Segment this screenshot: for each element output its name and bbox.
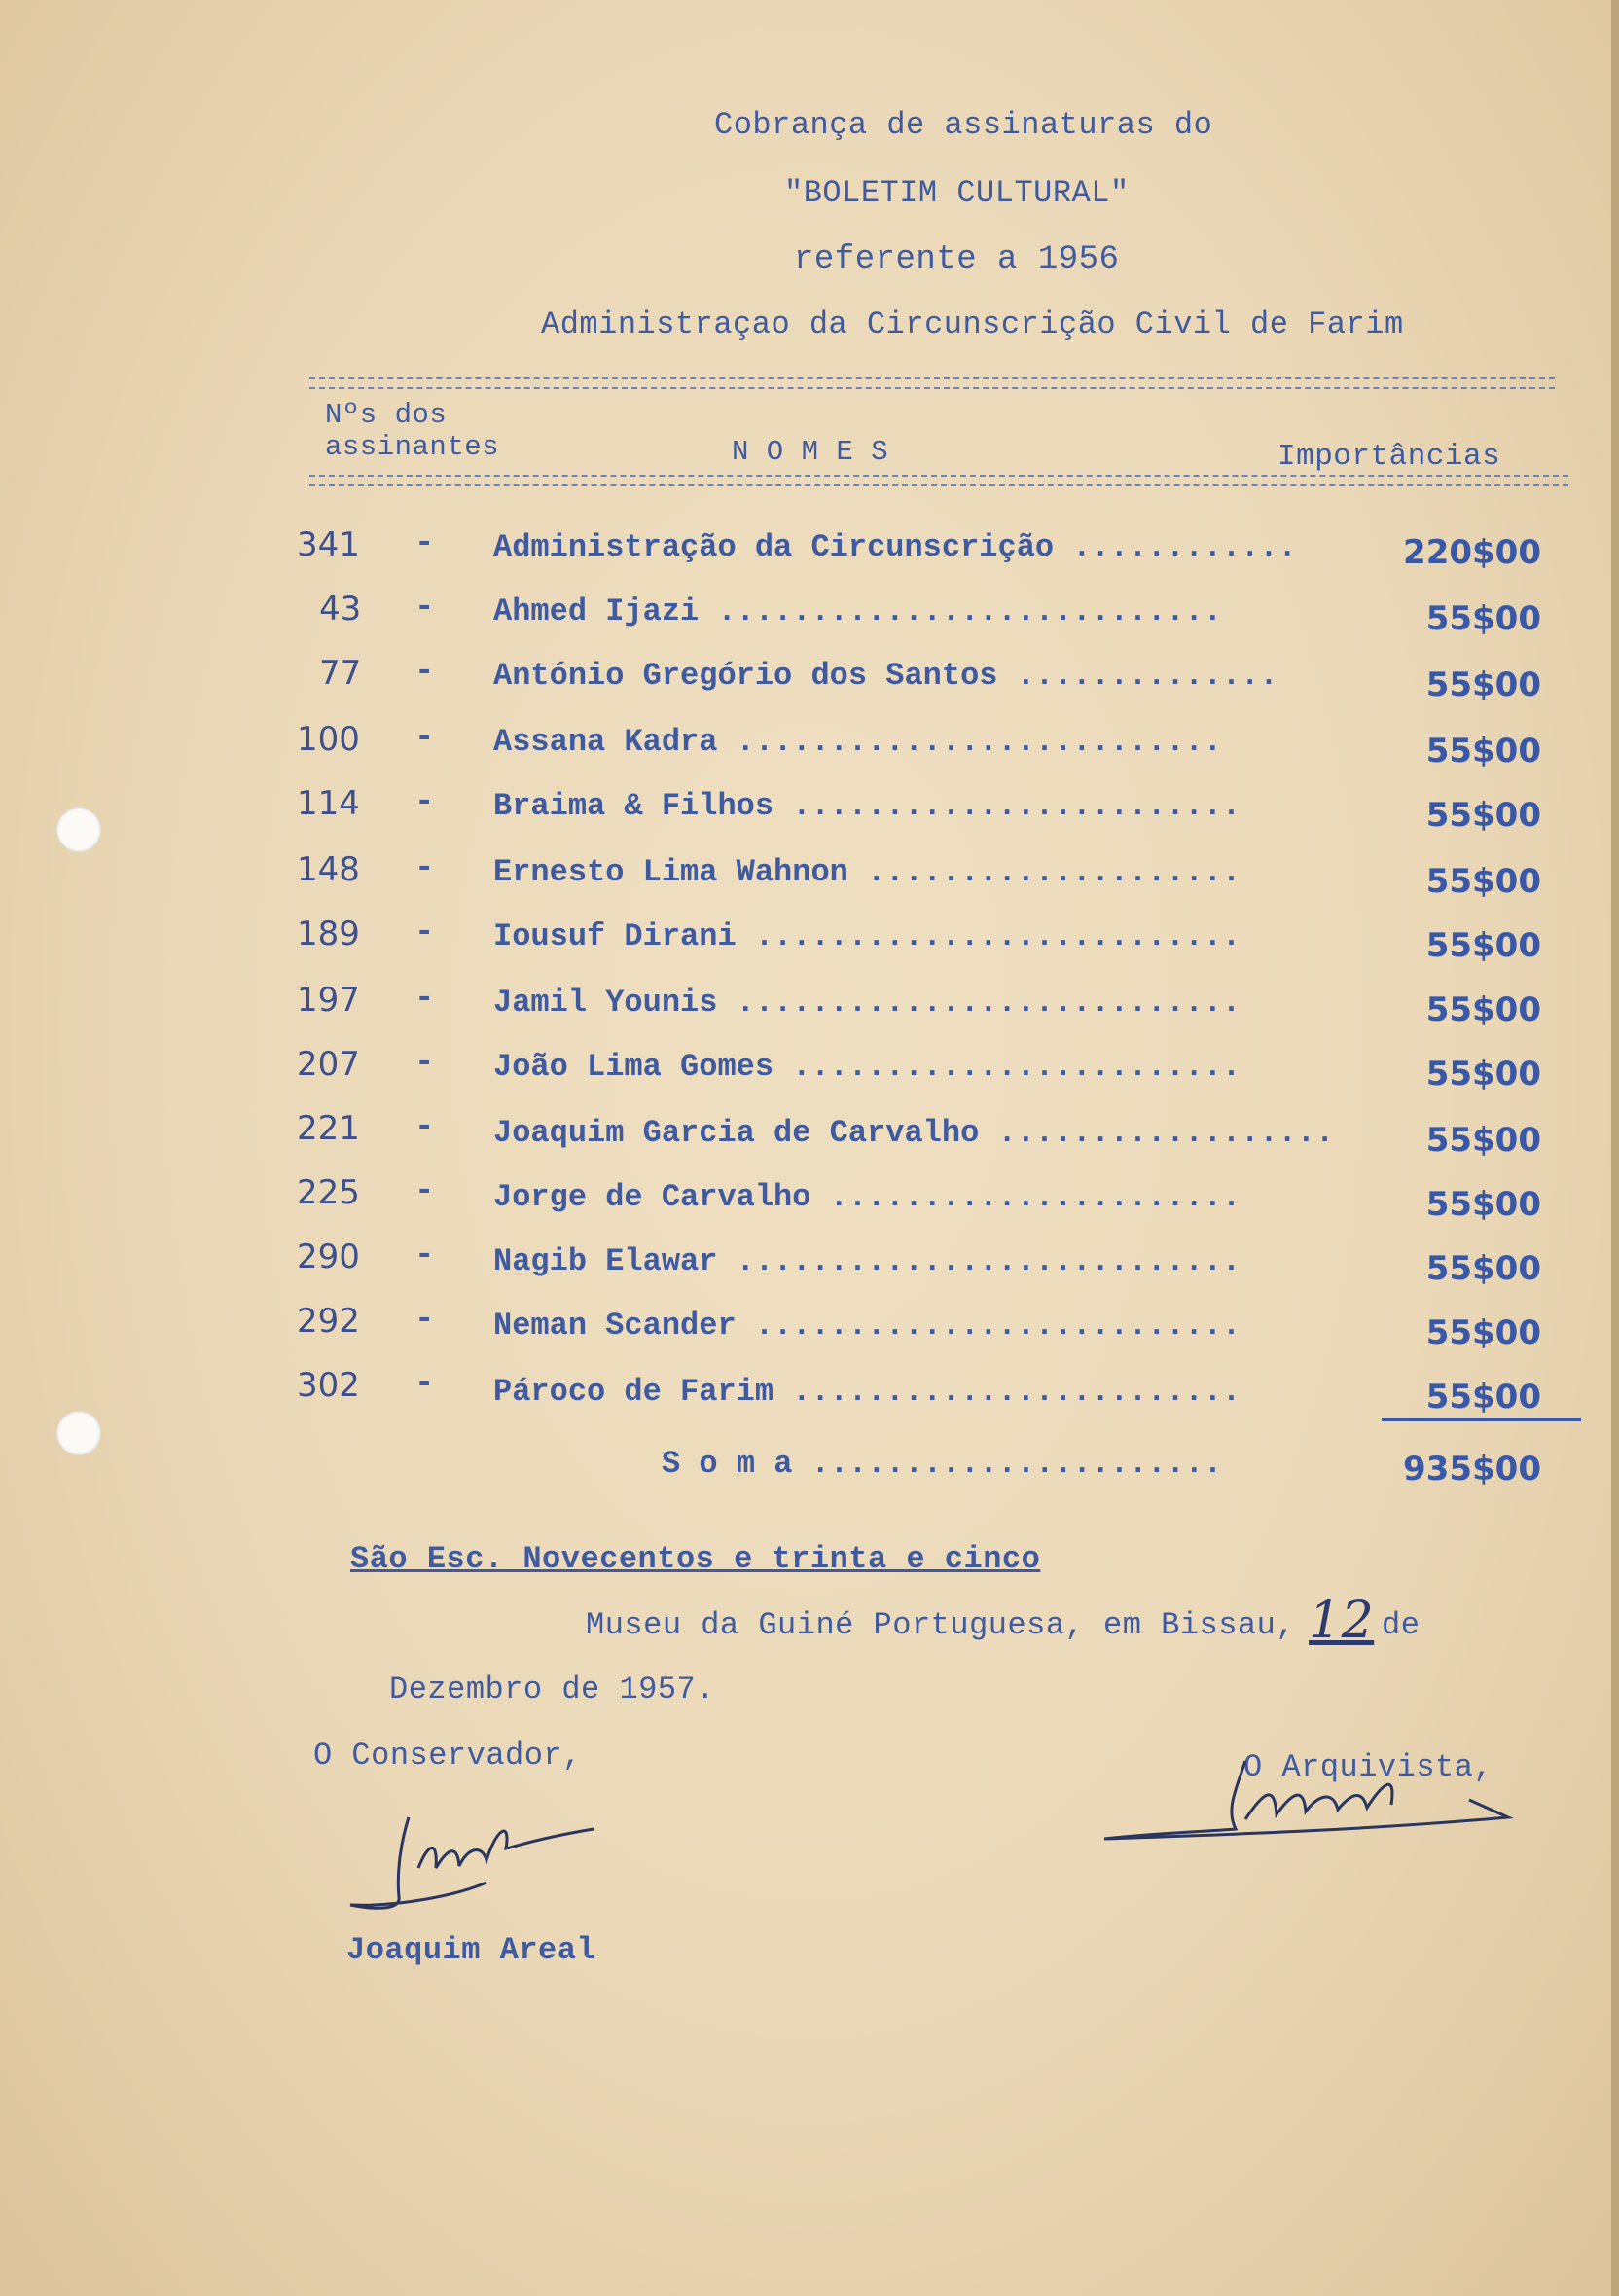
- date-line: Dezembro de 1957.: [389, 1671, 715, 1707]
- row-amount: 55$00: [1425, 599, 1541, 638]
- row-name: Jamil Younis ...........................: [493, 985, 1241, 1021]
- amount-in-words: São Esc. Novecentos e trinta e cinco: [350, 1541, 1041, 1577]
- row-name: Joaquim Garcia de Carvalho ..................: [493, 1115, 1335, 1151]
- row-name: Nagib Elawar ...........................: [493, 1243, 1241, 1279]
- row-number: 114: [297, 784, 360, 823]
- total-amount: 935$00: [1403, 1450, 1541, 1489]
- col-header-amounts: Importâncias: [1277, 440, 1501, 474]
- header-line-3: referente a 1956: [794, 241, 1120, 278]
- row-name: António Gregório dos Santos ..............: [493, 658, 1278, 694]
- row-name: Ahmed Ijazi ...........................: [493, 593, 1222, 629]
- row-dash: -: [414, 981, 435, 1018]
- row-name: Jorge de Carvalho ......................: [493, 1179, 1241, 1215]
- row-number: 225: [297, 1173, 360, 1212]
- row-number: 221: [297, 1109, 360, 1148]
- row-amount: 55$00: [1425, 1378, 1541, 1417]
- row-dash: -: [414, 784, 435, 821]
- total-label: S o m a ......................: [662, 1446, 1223, 1482]
- punch-hole-bottom: [56, 1411, 101, 1455]
- header-line-4: Administraçao da Circunscrição Civil de Farim: [541, 306, 1404, 342]
- row-number: 43: [319, 590, 362, 628]
- row-number: 207: [297, 1045, 360, 1084]
- row-dash: -: [414, 915, 435, 951]
- row-name: Neman Scander ..........................: [493, 1308, 1241, 1344]
- signature-conservador: [341, 1790, 623, 1926]
- row-number: 341: [297, 525, 360, 564]
- row-name: Ernesto Lima Wahnon ....................: [493, 854, 1241, 890]
- row-amount: 55$00: [1425, 926, 1541, 965]
- row-amount: 55$00: [1425, 1249, 1541, 1288]
- row-name: Pároco de Farim ........................: [493, 1374, 1241, 1410]
- row-amount: 55$00: [1425, 1185, 1541, 1224]
- row-amount: 55$00: [1425, 1121, 1541, 1160]
- row-name: João Lima Gomes ........................: [493, 1049, 1241, 1085]
- row-dash: -: [414, 850, 435, 887]
- row-name: Administração da Circunscrição ............: [493, 529, 1297, 565]
- conservador-name: Joaquim Areal: [346, 1932, 596, 1968]
- col-header-numbers-2: assinantes: [325, 431, 500, 463]
- row-amount: 55$00: [1425, 862, 1541, 901]
- row-dash: -: [414, 590, 435, 627]
- row-amount: 220$00: [1403, 533, 1541, 572]
- row-dash: -: [414, 1366, 435, 1403]
- row-number: 302: [297, 1366, 360, 1405]
- row-dash: -: [414, 1045, 435, 1082]
- row-number: 290: [297, 1238, 360, 1276]
- row-dash: -: [414, 1238, 435, 1274]
- sum-underline: [1382, 1418, 1581, 1421]
- row-number: 77: [319, 654, 362, 693]
- header-line-1: Cobrança de assinaturas do: [714, 107, 1213, 143]
- row-amount: 55$00: [1425, 796, 1541, 835]
- col-header-numbers-1: Nºs dos: [325, 399, 448, 431]
- row-number: 197: [297, 981, 360, 1020]
- row-dash: -: [414, 525, 435, 562]
- header-line-2: "BOLETIM CULTURAL": [784, 175, 1130, 211]
- paper-edge: [1611, 0, 1619, 2296]
- row-dash: -: [414, 1302, 435, 1339]
- col-header-names: N O M E S: [732, 436, 889, 468]
- handwritten-day: 12: [1309, 1592, 1375, 1650]
- punch-hole-top: [56, 807, 101, 852]
- rule-bottom: [309, 475, 1568, 486]
- row-name: Braima & Filhos ........................: [493, 788, 1241, 824]
- place-date-line: Museu da Guiné Portuguesa, em Bissau,: [586, 1607, 1296, 1643]
- row-number: 148: [297, 850, 360, 889]
- rule-top: [309, 377, 1555, 389]
- row-name: Assana Kadra ..........................: [493, 724, 1222, 760]
- row-amount: 55$00: [1425, 1055, 1541, 1094]
- row-number: 292: [297, 1302, 360, 1341]
- row-number: 100: [297, 720, 360, 759]
- row-dash: -: [414, 1109, 435, 1146]
- row-amount: 55$00: [1425, 1313, 1541, 1352]
- arquivista-title: O Arquivista,: [1243, 1749, 1493, 1785]
- place-date-de: de: [1382, 1607, 1421, 1643]
- row-name: Iousuf Dirani ..........................: [493, 918, 1241, 954]
- row-dash: -: [414, 654, 435, 691]
- conservador-title: O Conservador,: [313, 1738, 582, 1774]
- row-number: 189: [297, 915, 360, 953]
- signature-arquivista: [1099, 1741, 1528, 1858]
- row-amount: 55$00: [1425, 990, 1541, 1029]
- row-amount: 55$00: [1425, 732, 1541, 771]
- row-amount: 55$00: [1425, 665, 1541, 704]
- row-dash: -: [414, 1173, 435, 1210]
- row-dash: -: [414, 720, 435, 757]
